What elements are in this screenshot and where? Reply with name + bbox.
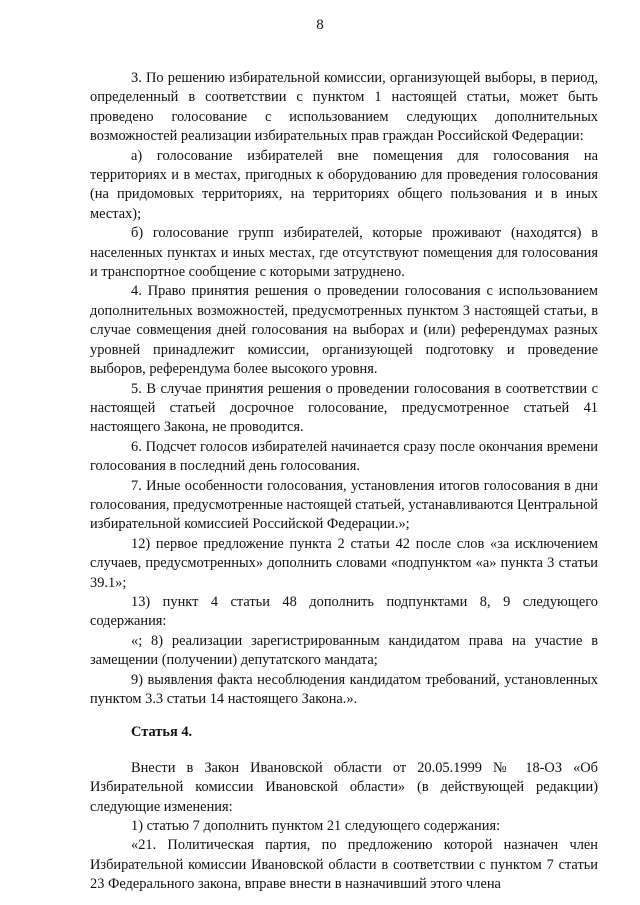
paragraph: 4. Право принятия решения о проведении голосования с использованием дополнительных возможностей, предусмотренных пунктом 3 настоящей статьи, в случае совмещения дней голосования на выборах и (или) референдумах разных уровней принадлежит комиссии, организующей подготовку и проведение выборов, референдума более высокого уровня.	[90, 283, 598, 378]
page-number: 8	[316, 17, 324, 33]
paragraph: б) голосование групп избирателей, которые проживают (находятся) в населенных пунктах и иных местах, где отсутствуют помещения для голосования и транспортное сообщение с которыми затруднено.	[90, 225, 598, 281]
paragraph: а) голосование избирателей вне помещения для голосования на территориях и в местах, пригодных к оборудованию для проведения голосования (на придомовых территориях, на территориях общего пользования и в иных местах);	[90, 147, 598, 222]
article-heading: Статья 4.	[131, 724, 193, 741]
paragraph: 9) выявления факта несоблюдения кандидатом требований, установленных пунктом 3.3 статьи 14 настоящего Закона.».	[90, 671, 598, 707]
document-body	[90, 69, 598, 895]
paragraph: 7. Иные особенности голосования, установления итогов голосования в дни голосования, предусмотренные настоящей статьей, устанавливаются Центральной избирательной комиссией Российской Федерации.»;	[90, 477, 598, 533]
paragraph: 12) первое предложение пункта 2 статьи 42 после слов «за исключением случаев, предусмотренных» дополнить словами «подпунктом «а» пункта 3 статьи 39.1»;	[90, 535, 598, 591]
paragraph: Внести в Закон Ивановской области от 20.05.1999 № 18-ОЗ «Об Избирательной комиссии Ивановской области» (в действующей редакции) следующие изменения:	[90, 759, 598, 815]
paragraph: 6. Подсчет голосов избирателей начинается сразу после окончания времени голосования в последний день голосования.	[90, 438, 598, 475]
paragraph: 13) пункт 4 статьи 48 дополнить подпунктами 8, 9 следующего содержания:	[90, 593, 598, 630]
paragraph: 5. В случае принятия решения о проведении голосования в соответствии с настоящей статьей досрочное голосование, предусмотренное статьей 41 настоящего Закона, не проводится.	[90, 380, 598, 436]
paragraph: «; 8) реализации зарегистрированным кандидатом права на участие в замещении (получении) депутатского мандата;	[90, 632, 598, 669]
paragraph: 3. По решению избирательной комиссии, организующей выборы, в период, определенный в соответствии с пунктом 1 настоящей статьи, может быть проведено голосование с использованием следующих дополнительных возможностей реализации избирательных прав граждан Российской Федерации:	[90, 70, 598, 145]
paragraph: 1) статью 7 дополнить пунктом 21 следующего содержания:	[131, 818, 501, 835]
paragraph: «21. Политическая партия, по предложению которой назначен член Избирательной комиссии Ивановской области в соответствии с пунктом 7 статьи 23 Федерального закона, вправе внести в назначивший этого члена	[90, 837, 598, 893]
